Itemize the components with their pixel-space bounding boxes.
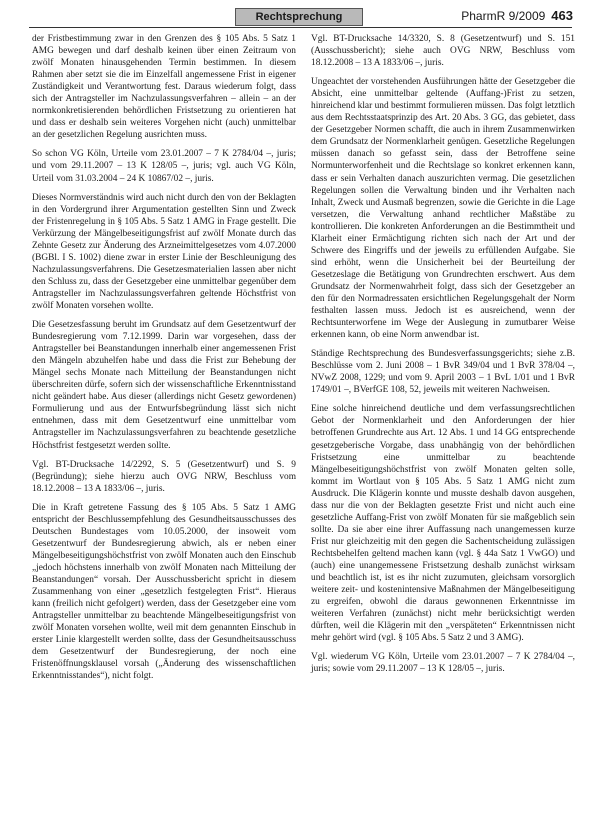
left-column <box>32 33 296 689</box>
paragraph: Die Gesetzesfassung beruht im Grundsatz auf dem Gesetzentwurf der Bundesregierung vom 7.12.1999. Darin war vorgesehen, dass der Antragsteller bei Beanstandungen innerhalb einer angemessenen Frist den Mängeln abzuhelfen habe und dass die Frist zur Behebung der Mängel sechs Monate nach Mitteilung der Beanstandungen nicht überschreiten dürfe, sofern sich der wissenschaftliche Erkenntnisstand nicht geändert habe. Aus dieser (allerdings nicht Gesetz gewordenen) Formulierung und aus der Entwurfsbegründung lässt sich nicht entnehmen, dass mit dem Gesetzentwurf eine unmittelbar vom Antragsteller im Nachzulassungsverfahren zu beachtende gesetzliche Höchstfrist festgesetzt werden sollte. <box>32 320 296 451</box>
journal-info <box>461 8 573 24</box>
paragraph: Ungeachtet der vorstehenden Ausführungen hätte der Gesetzgeber die Absicht, eine unmittelbar geltende (Auffang-)Frist zu setzen, hinreichend klar und bestimmt formulieren müssen. Das folgt letztlich aus dem Rechtsstaatsprinzip des Art. 20 Abs. 3 GG, das gebietet, dass der Gesetzgeber Normen schafft, die auch in ihrem Zusammenwirken dem Grundsatz der Normenklarheit genügen. Gesetzliche Regelungen müssen danach so gefasst sein, dass der Betroffene seine Normunterworfenheit und die Rechtslage so konkret erkennen kann, dass er sein Verhalten danach auszurichten vermag. Die gesetzlichen Regelungen sollen die Verwaltung binden und ihr Verhalten nach Inhalt, Zweck und Ausmaß begrenzen, sowie die Gerichte in die Lage versetzen, die Verwaltung anhand rechtlicher Maßstäbe zu kontrollieren. Die konkreten Anforderungen an die Bestimmtheit und Klarheit einer Ermächtigung richten sich nach der Art und der Schwere des Eingriffs und der jeweils zu erfüllenden Aufgabe. Sie sind erhöht, wenn die Unsicherheit bei der Beurteilung der Gesetzeslage die Betätigung von Grundrechten erschwert. Aus dem Grundsatz der Normenwahrheit folgt, dass sich der Gesetzgeber an den für den Normadressaten ersichtlichen Regelungsgehalt der Norm festhalten lassen muss. Jedoch ist es ausreichend, wenn der Rechtsunterworfene im Wege der Auslegung in zumutbarer Weise erkennen kann, ob eine Norm anwendbar ist. <box>311 77 575 341</box>
paragraph: der Fristbestimmung zwar in den Grenzen des § 105 Abs. 5 Satz 1 AMG bewegen und darf deshalb keinen über einen Zeitraum von zwölf Monaten hinausgehenden Termin bestimmen. In diesem Rahmen aber setzt sie die im Einzelfall angemessene Frist in eigener Zuständigkeit und Verantwortung fest. Daraus wiederum folgt, dass sich der Antragsteller im Nachzulassungsverfahren – allein – an der normkonkretisierenden behördlichen Fristsetzung zu orientieren hat und dass er deshalb sein weiteres Vorgehen nicht (auch) unmittelbar an der gesetzlichen Regelung ausrichten muss. <box>32 34 296 141</box>
paragraph: Die in Kraft getretene Fassung des § 105 Abs. 5 Satz 1 AMG entspricht der Beschlussempfehlung des Gesundheitsausschusses des Deutschen Bundestages vom 10.05.2000, der insoweit vom Gesetzentwurf der Bundesregierung abwich, als er neben einer Mängelbeseitigungshöchstfrist von zwölf Monaten auch den Einschub „jedoch höchstens innerhalb von zwölf Monaten nach Mitteilung der Beanstandungen“ vorsah. Der Ausschussbericht spricht in diesem Zusammenhang von einer „gesetzlich festgelegten Frist“. Hieraus kann (freilich nicht gefolgert) werden, dass der Gesetzgeber eine vom Antragsteller unmittelbar zu beachtende Mängelbeseitigungsfrist von zwölf Monaten vorsehen wollte, weil mit dem genannten Einschub in erster Linie klargestellt werden sollte, dass der Gesundheitsausschuss dem Gesetzentwurf der Bundesregierung, der noch eine Fristenöffnungsklausel vorsah („Änderung des wissenschaftlichen Erkenntnisstandes“), nicht folgt. <box>32 502 297 682</box>
section-label: Rechtsprechung <box>235 8 363 26</box>
paragraph: Dieses Normverständnis wird auch nicht durch den von der Beklagten in den Vordergrund ihrer Argumentation gestellten Sinn und Zweck der Fristenregelung in § 105 Abs. 5 Satz 1 AMG in Frage gestellt. Die Verkürzung der Mängelbeseitigungsfrist auf zwölf Monate durch das Zehnte Gesetz zur Änderung des Arzneimittelgesetzes vom 4.07.2000 (BGBl. I S. 1002) diene zwar in erster Linie der Beschleunigung des Nachzulassungsverfahrens. Die Gesetzesmaterialien lassen aber nicht den Schluss zu, dass der Gesetzgeber eine unmittelbar gegenüber dem Antragsteller im Nachzulassungsverfahren geltende Höchstfrist von zwölf Monaten vorsehen wollte. <box>32 192 296 311</box>
right-column <box>311 33 575 682</box>
citation-paragraph: Vgl. wiederum VG Köln, Urteile vom 23.01.2007 – 7 K 2784/04 –, juris; sowie vom 29.11.2007 – 13 K 128/05 –, juris. <box>311 652 575 675</box>
header-rule <box>29 27 572 28</box>
journal-issue: PharmR 9/2009 <box>461 9 546 23</box>
citation-paragraph: Vgl. BT-Drucksache 14/3320, S. 8 (Gesetzentwurf) und S. 151 (Ausschussbericht); siehe auch OVG NRW, Beschluss vom 18.12.2008 – 13 A 1833/06 –, juris. <box>311 34 575 69</box>
citation-paragraph: So schon VG Köln, Urteile vom 23.01.2007 – 7 K 2784/04 –, juris; und vom 29.11.2007 – 13 K 128/05 –, juris; vgl. auch VG Köln, Urteil vom 31.03.2004 – 24 K 10867/02 –, juris. <box>32 149 296 184</box>
page-number: 463 <box>551 8 573 23</box>
citation-paragraph: Vgl. BT-Drucksache 14/2292, S. 5 (Gesetzentwurf) und S. 9 (Begründung); siehe hierzu auch OVG NRW, Beschluss vom 18.12.2008 – 13 A 1833/06 –, juris. <box>32 459 296 494</box>
citation-paragraph: Ständige Rechtsprechung des Bundesverfassungsgerichts; siehe z.B. Beschlüsse vom 2. Juni 2008 – 1 BvR 349/04 und 1 BvR 378/04 –, NVwZ 2008, 1229; und vom 9. April 2003 – 1 BvL 1/01 und 1 BvR 1749/01 –, BVerfGE 108, 52, jeweils mit weiteren Nachweisen. <box>311 349 575 396</box>
paragraph: Eine solche hinreichend deutliche und dem verfassungsrechtlichen Gebot der Normenklarheit und den Anforderungen der hier betroffenen Grundrechte aus Art. 12 Abs. 1 und 14 GG entsprechende gesetzgeberische Vorgabe, dass unabhängig von der behördlichen Fristsetzung eine unmittelbar zu beachtende Mängelbeseitigungshöchstfrist von zwölf Monaten gelten solle, kommt im Wortlaut von § 105 Abs. 5 Satz 1 AMG nicht zum Ausdruck. Die Klägerin konnte und musste deshalb davon ausgehen, dass nur die von der Beklagten gesetzte Frist und nicht auch eine gesetzliche Auffang-Frist von zwölf Monaten für sie maßgeblich sein sollte. Da sie aber eine ihrer Auffassung nach unangemessen kurze Frist nur gleichzeitig mit den gegen die Sachentscheidung zulässigen Rechtsbehelfen geltend machen kann (vgl. § 44a Satz 1 VwGO) und (auch) eine unangemessene Fristsetzung deshalb zunächst wirksam und beachtlich ist, ist es ihr nicht zuzumuten, gleichsam vorsorglich weitere zeit- und kostenintensive Maßnahmen der Mängelbeseitigung zu ergreifen, obwohl die daraus gewonnenen Erkenntnisse im weiteren Verfahren (zunächst) nicht mehr berücksichtigt werden dürften, weil die Klägerin mit den „verspäteten“ Erkenntnissen nicht mehr gehört wird (vgl. § 105 Abs. 5 Satz 2 und 3 AMG). <box>311 404 575 644</box>
